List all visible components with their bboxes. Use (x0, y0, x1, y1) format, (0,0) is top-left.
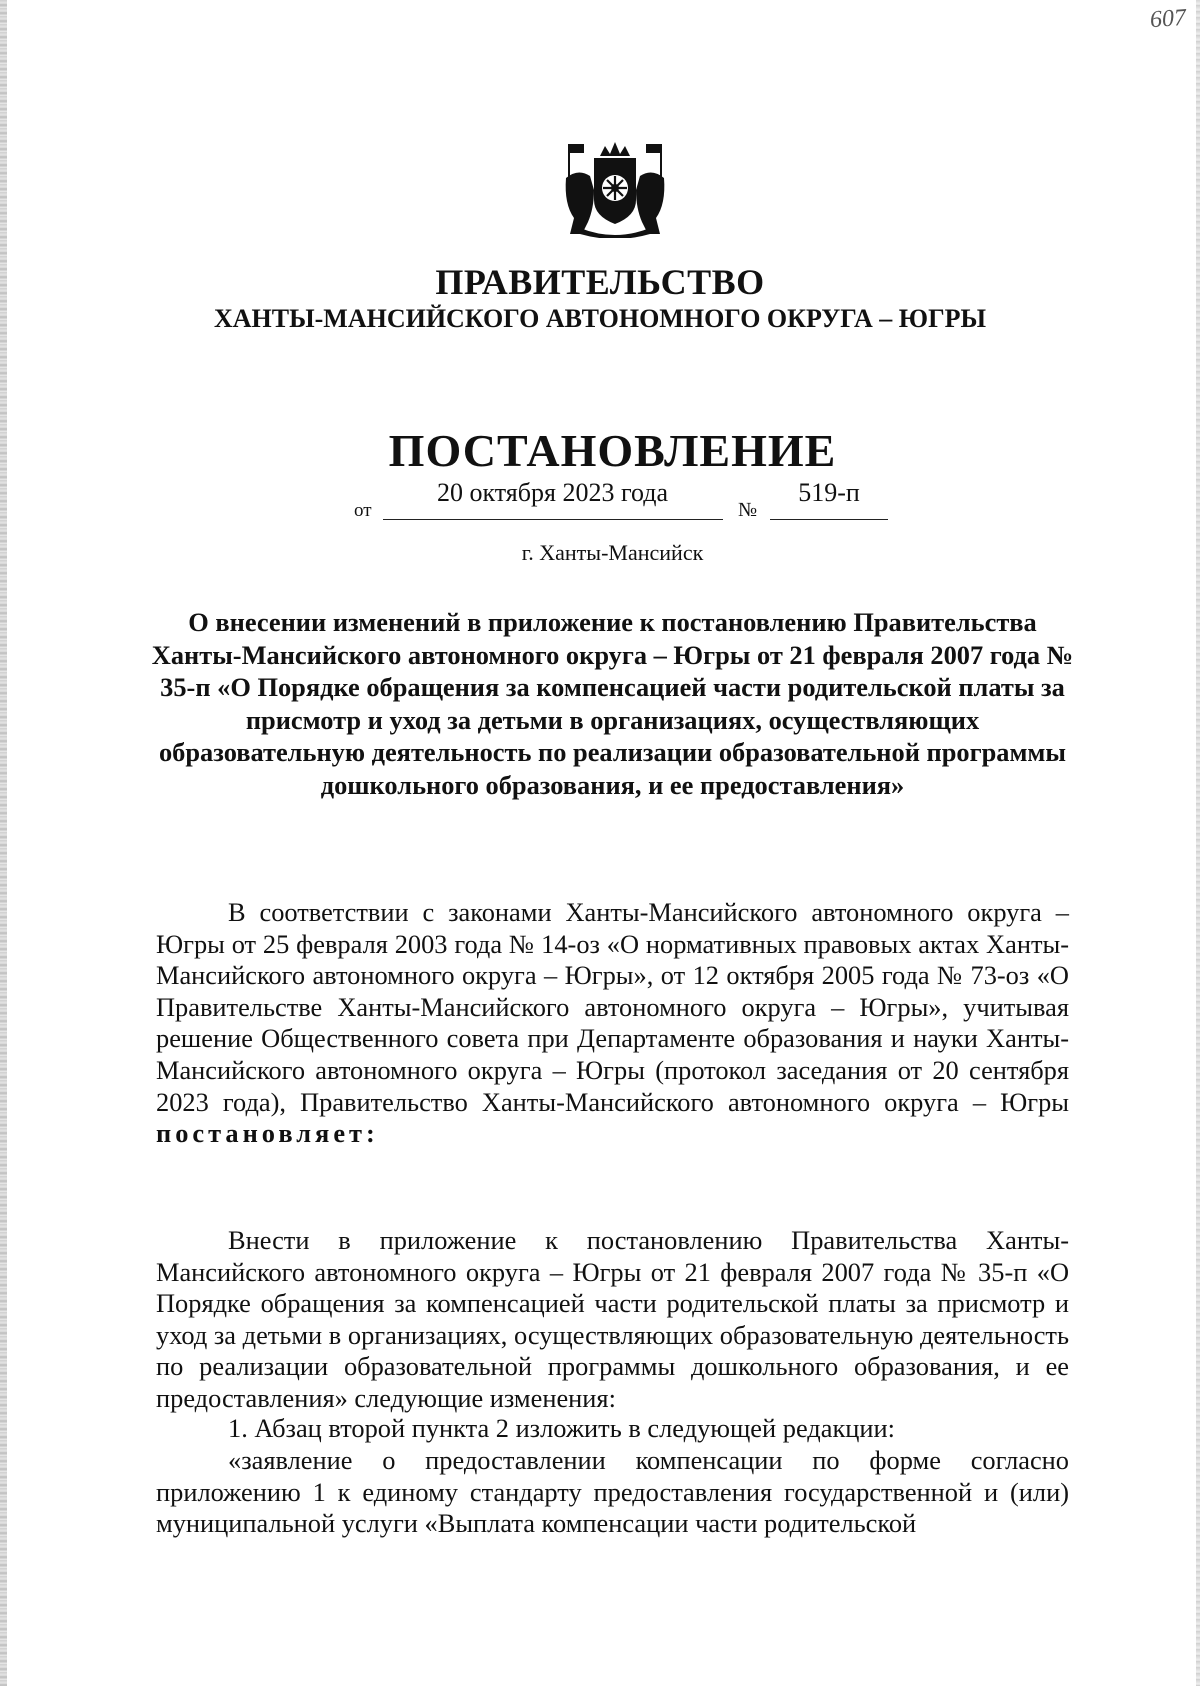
preamble-text: В соответствии с законами Ханты-Мансийского автономного округа – Югры от 25 февраля 2003 года № 14-оз «О нормативных правовых актах Ханты-Мансийского автономного округа – Югры», от 12 октября 2005 года № 73-оз «О Правительстве Ханты-Мансийского автономного округа – Югры», учитывая решение Общественного совета при Департаменте образования и науки Ханты-Мансийского автономного округа – Югры (протокол заседания от 20 сентября 2023 года), Правительство Ханты-Мансийского автономного округа – Югры (156, 897, 1069, 1117)
quoted-text-paragraph: «заявление о предоставлении компенсации по форме согласно приложению 1 к единому стандарту предоставления государственной и (или) муниципальной услуги «Выплата компенсации части родительской (156, 1445, 1069, 1539)
decree-word: постановляет: (156, 1118, 379, 1149)
coat-of-arms-icon (560, 138, 670, 238)
date-prefix: от (354, 500, 372, 521)
document-title: О внесении изменений в приложение к постановлению Правительства Ханты-Мансийского автономного округа – Югры от 21 февраля 2007 года № 35-п «О Порядке обращения за компенсацией части родительской платы за присмотр и уход за детьми в организациях, осуществляющих образовательную деятельность по реализации образовательной программы дошкольного образования, и ее предоставления» (151, 607, 1074, 800)
preamble-paragraph (156, 897, 1069, 1150)
region-title: ХАНТЫ-МАНСИЙСКОГО АВТОНОМНОГО ОКРУГА – ЮГРЫ (213, 304, 987, 333)
page-number: 607 (1149, 4, 1187, 34)
date-number-line (350, 478, 890, 528)
decree-date: 20 октября 2023 года (437, 478, 668, 507)
decree-number: 519-п (798, 478, 860, 507)
document-type: ПОСТАНОВЛЕНИЕ (388, 425, 837, 476)
amendment-intro-paragraph: Внести в приложение к постановлению Правительства Ханты-Мансийского автономного округа – Югры от 21 февраля 2007 года № 35-п «О Порядке обращения за компенсацией части родительской платы за присмотр и уход за детьми в организациях, осуществляющих образовательную деятельность по реализации образовательной программы дошкольного образования, и ее предоставления» следующие изменения: (156, 1225, 1069, 1413)
item-1-paragraph: 1. Абзац второй пункта 2 изложить в следующей редакции: (228, 1413, 895, 1443)
scan-edge-right (1196, 0, 1200, 1686)
scan-edge-left (0, 0, 7, 1686)
number-underline (770, 519, 888, 520)
government-title: ПРАВИТЕЛЬСТВО (435, 262, 765, 302)
number-prefix: № (738, 499, 758, 521)
date-underline (383, 519, 723, 520)
city: г. Ханты-Мансийск (521, 540, 704, 565)
